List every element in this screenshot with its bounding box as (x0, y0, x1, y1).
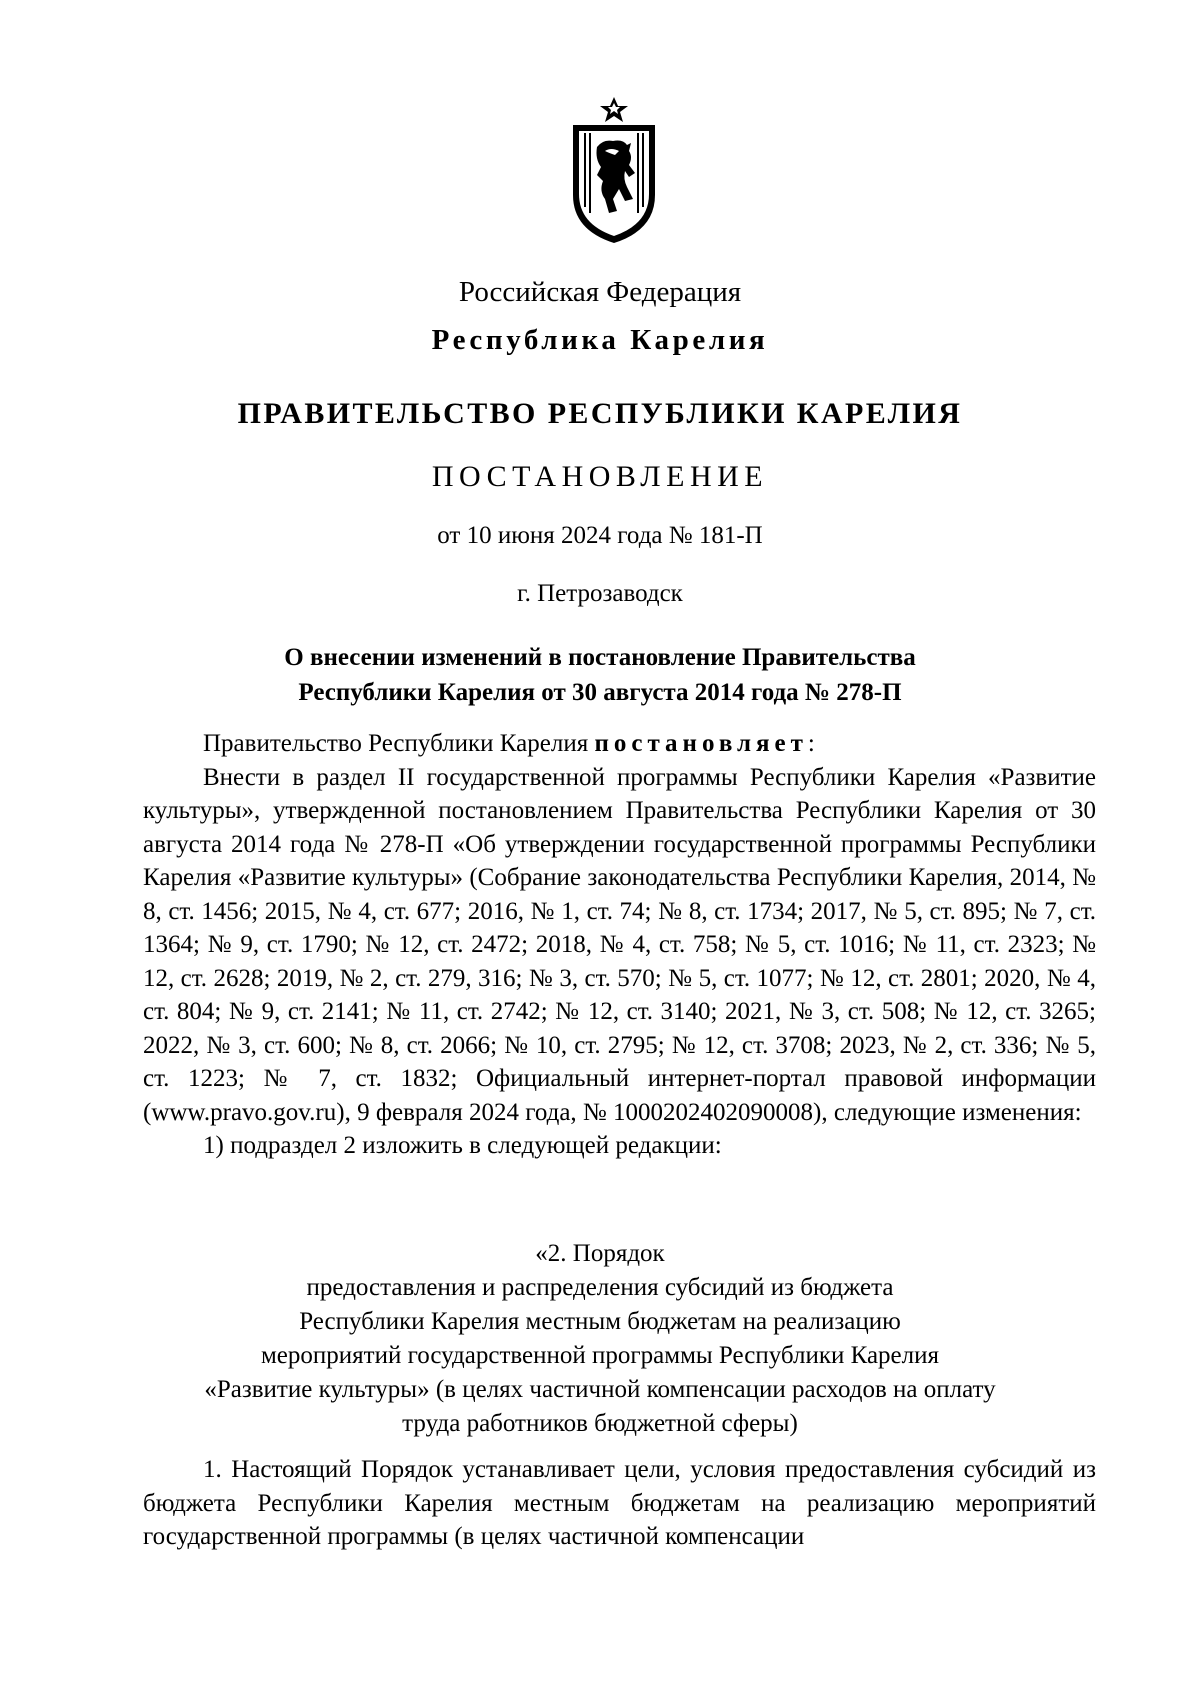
preamble-tail: : (807, 730, 815, 757)
list-item: 1) подраздел 2 изложить в следующей редакции: (203, 1132, 722, 1159)
karelia-coat-of-arms-icon (565, 95, 663, 245)
preamble (143, 727, 1096, 761)
section-heading-line: «Развитие культуры» (в целях частичной компенсации расходов на оплату (204, 1376, 996, 1403)
body-paragraph: Внести в раздел II государственной программы Республики Карелия «Развитие культуры», утвержденной постановлением Правительства Республики Карелия от 30 августа 2014 года № 278-П «Об утверждении государственной программы Республики Карелия «Развитие культуры» (Собрание законодательства Республики Карелия, 2014, № 8, ст. 1456; 2015, № 4, ст. 677; 2016, № 1, ст. 74; № 8, ст. 1734; 2017, № 5, ст. 895; № 7, ст. 1364; № 9, ст. 1790; № 12, ст. 2472; 2018, № 4, ст. 758; № 5, ст. 1016; № 11, ст. 2323; № 12, ст. 2628; 2019, № 2, ст. 279, 316; № 3, ст. 570; № 5, ст. 1077; № 12, ст. 2801; 2020, № 4, ст. 804; № 9, ст. 2141; № 11, ст. 2742; № 12, ст. 3140; 2021, № 3, ст. 508; № 12, ст. 3265; 2022, № 3, ст. 600; № 8, ст. 2066; № 10, ст. 2795; № 12, ст. 3708; 2023, № 2, ст. 336; № 5, ст. 1223; № 7, ст. 1832; Официальный интернет-портал правовой информации (www.pravo.gov.ru), 9 февраля 2024 года, № 1000202402090008), следующие изменения: (143, 763, 1096, 1126)
section-heading (0, 1237, 1200, 1441)
section-heading-line: предоставления и распределения субсидий из бюджета (306, 1274, 894, 1301)
republic-name: Республика Карелия (431, 324, 769, 356)
document-date: от 10 июня 2024 года № 181-П (437, 522, 763, 549)
section-body (143, 1453, 1096, 1554)
document-title-line: Республики Карелия от 30 августа 2014 года № 278-П (298, 679, 902, 706)
country-name: Российская Федерация (458, 276, 742, 308)
section-heading-line: труда работников бюджетной сферы) (402, 1410, 798, 1437)
section-heading-line: мероприятий государственной программы Республики Карелия (260, 1342, 939, 1369)
section-heading-line: Республики Карелия местным бюджетам на реализацию (299, 1308, 901, 1335)
document-body (143, 727, 1096, 1163)
document-type: ПОСТАНОВЛЕНИЕ (431, 460, 769, 493)
document-title (0, 640, 1200, 710)
preamble-lead: Правительство Республики Карелия (203, 730, 595, 757)
government-name: ПРАВИТЕЛЬСТВО РЕСПУБЛИКИ КАРЕЛИЯ (237, 397, 963, 430)
document-city: г. Петрозаводск (517, 580, 683, 607)
section-heading-line: «2. Порядок (535, 1240, 665, 1267)
document-title-line: О внесении изменений в постановление Правительства (284, 644, 916, 671)
section-paragraph: 1. Настоящий Порядок устанавливает цели, условия предоставления субсидий из бюджета Республики Карелия местным бюджетам на реализацию мероприятий государственной программы (в целях частичной компенсации (143, 1456, 1096, 1550)
preamble-keyword: постановляет (594, 730, 808, 757)
